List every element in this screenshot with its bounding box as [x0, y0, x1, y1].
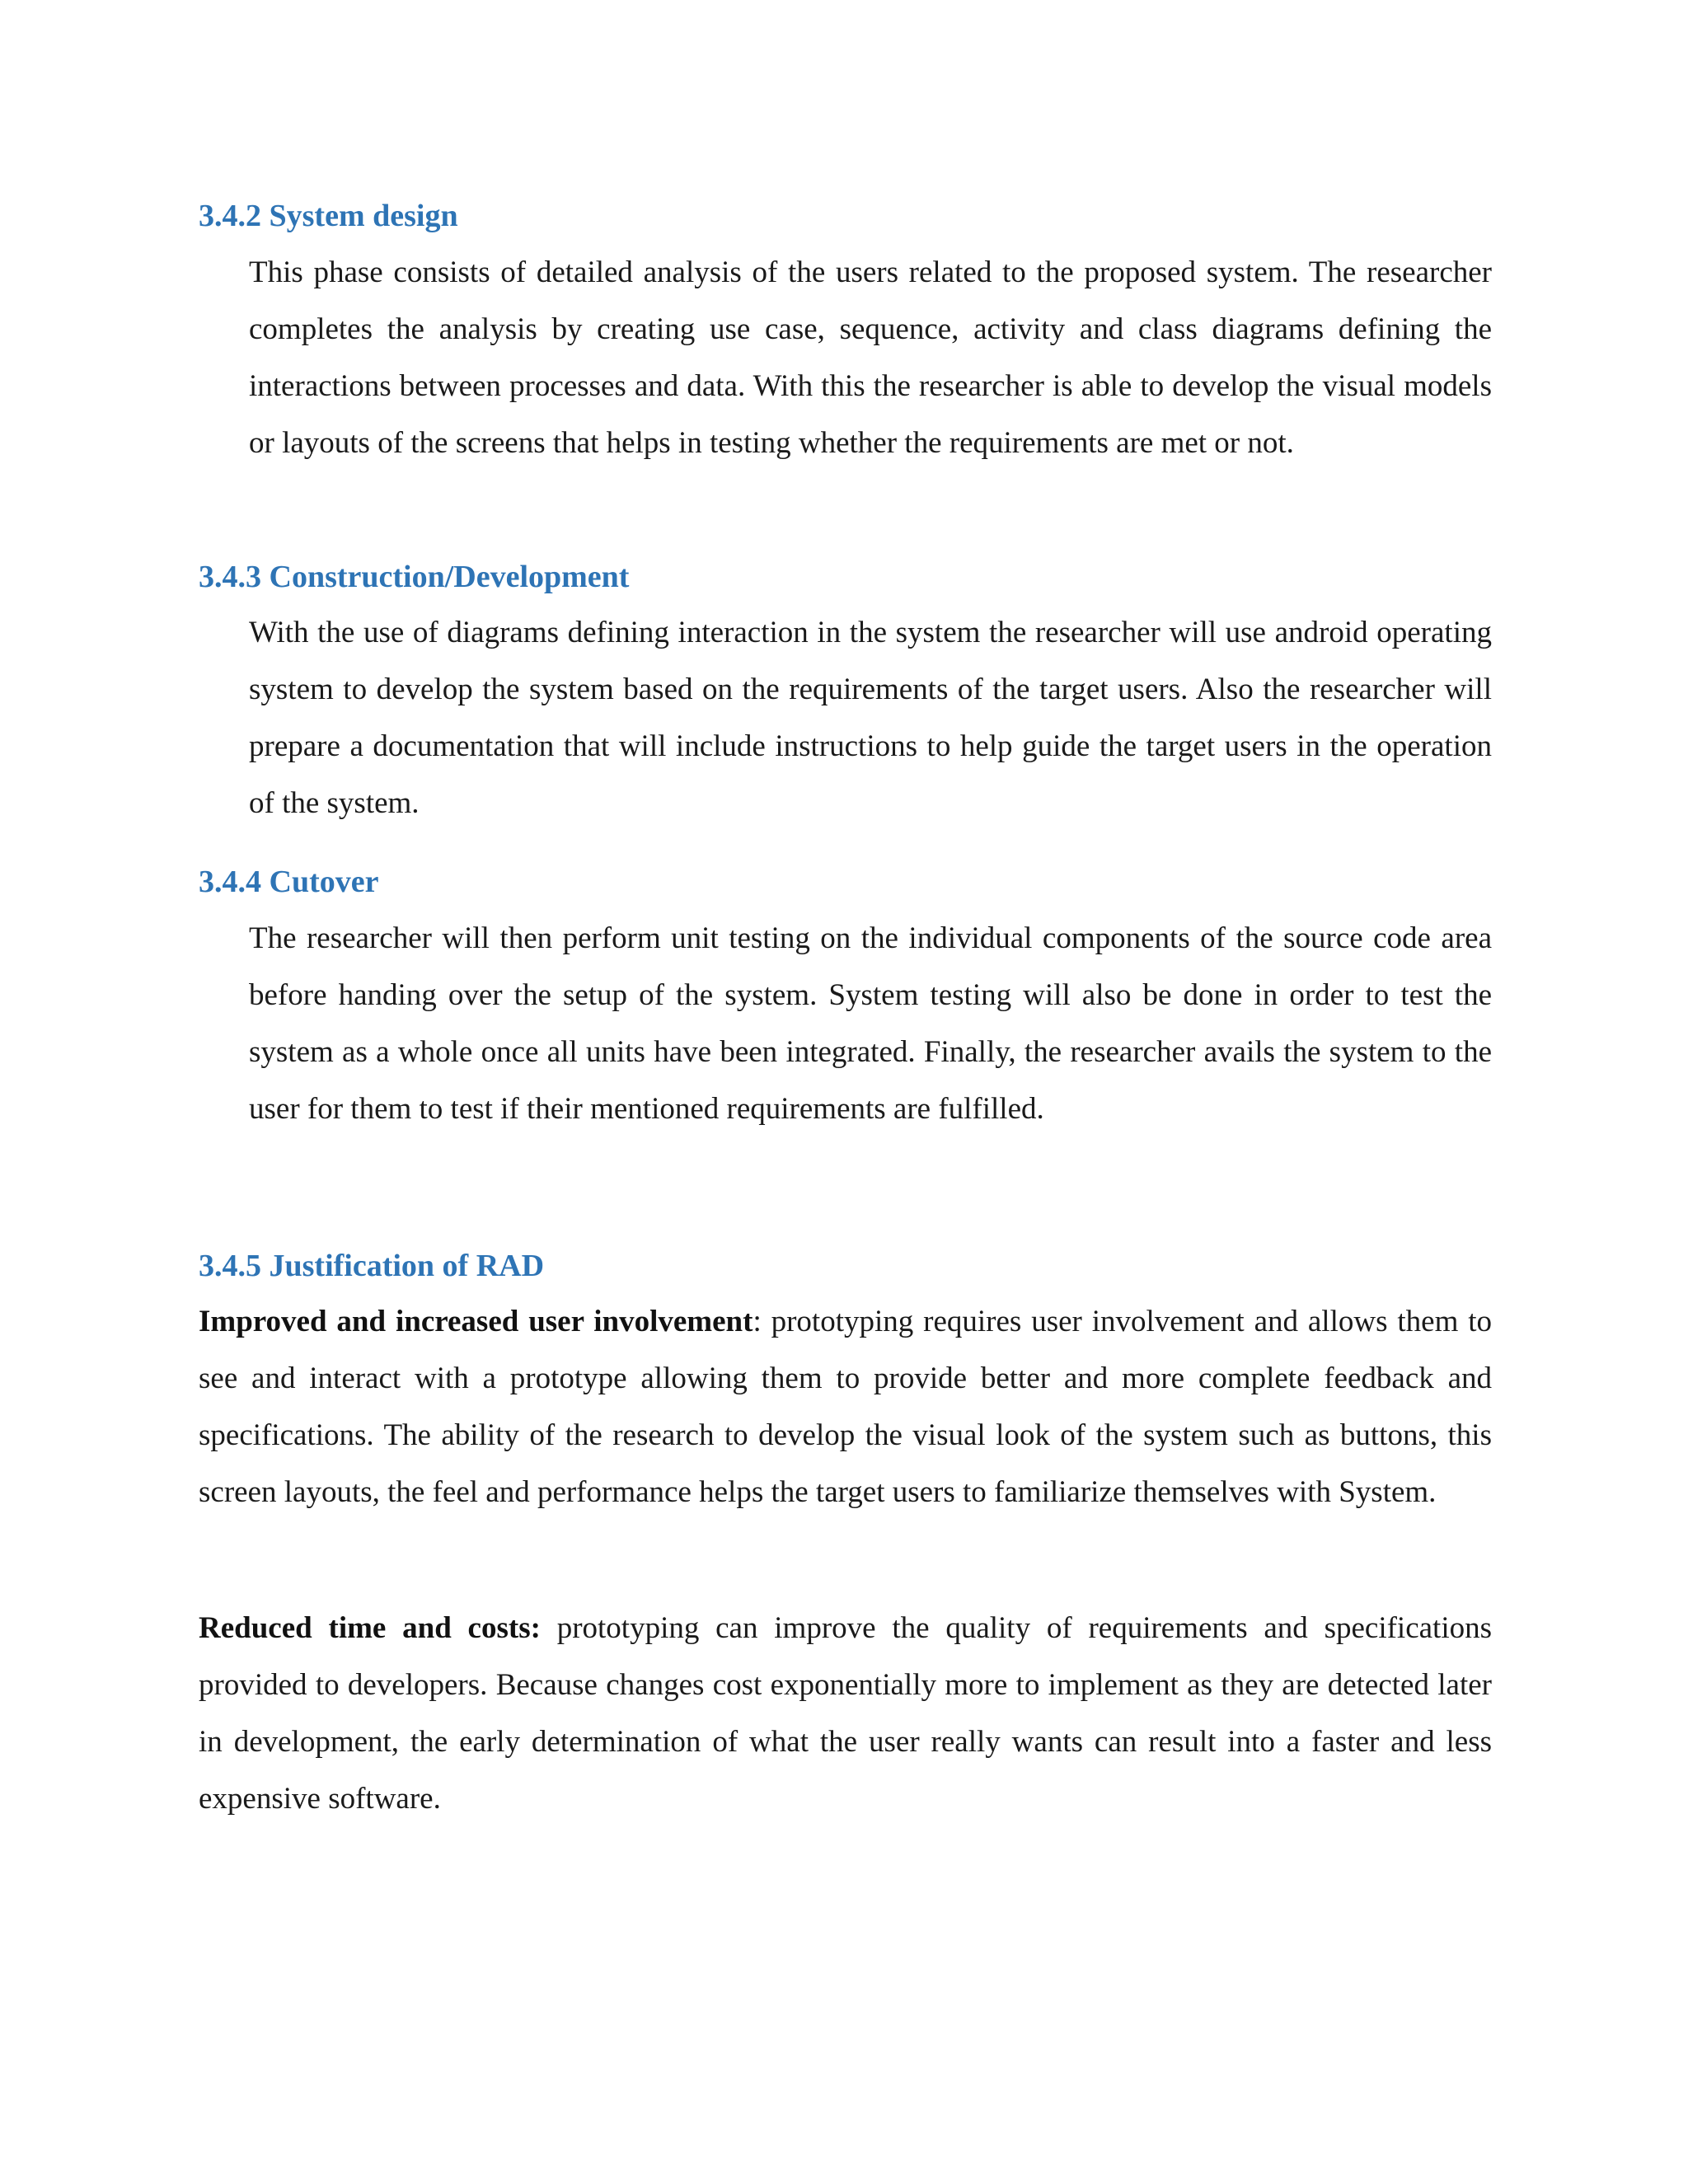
paragraph-reduced-time-costs	[199, 1600, 1492, 1827]
section-heading-system-design: 3.4.2 System design	[199, 199, 458, 233]
term-improved-user-involvement: Improved and increased user involvement	[199, 1305, 753, 1338]
paragraph-system-design: This phase consists of detailed analysis of the users related to the proposed system. The researcher completes the analysis by creating use case, sequence, activity and class diagrams defining the interactions between processes and data. With this the researcher is able to develop the visual models or layouts of the screens that helps in testing whether the requirements are met or not.	[249, 255, 1492, 460]
section-heading-cutover: 3.4.4 Cutover	[199, 865, 379, 899]
term-reduced-time-costs: Reduced time and costs:	[199, 1611, 541, 1645]
paragraph-cutover: The researcher will then perform unit testing on the individual components of the source code area before handing over the setup of the system. System testing will also be done in order to test the system as a whole once all units have been integrated. Finally, the researcher avails the system to the user for them to test if their mentioned requirements are fulfilled.	[249, 921, 1492, 1126]
body-reduced-time-costs: prototyping can improve the quality of requirements and specifications provided to developers. Because changes cost exponentially more to implement as they are detected later in development, the early determination of what the user really wants can result into a faster and less expensive software.	[199, 1611, 1492, 1816]
term-separator: :	[753, 1305, 762, 1338]
section-heading-construction-development: 3.4.3 Construction/Development	[199, 560, 630, 594]
paragraph-construction-development: With the use of diagrams defining interaction in the system the researcher will use android operating system to develop the system based on the requirements of the target users. Also the researcher will prepare a documentation that will include instructions to help guide the target users in the operation of the system.	[249, 616, 1492, 820]
section-heading-justification-of-rad: 3.4.5 Justification of RAD	[199, 1249, 545, 1283]
body-improved-user-involvement: prototyping requires user involvement and allows them to see and interact with a prototype allowing them to provide better and more complete feedback and specifications. The ability of the research to develop the visual look of the system such as buttons, this screen layouts, the feel and performance helps the target users to familiarize themselves with System.	[199, 1305, 1493, 1509]
paragraph-improved-user-involvement	[199, 1293, 1492, 1521]
